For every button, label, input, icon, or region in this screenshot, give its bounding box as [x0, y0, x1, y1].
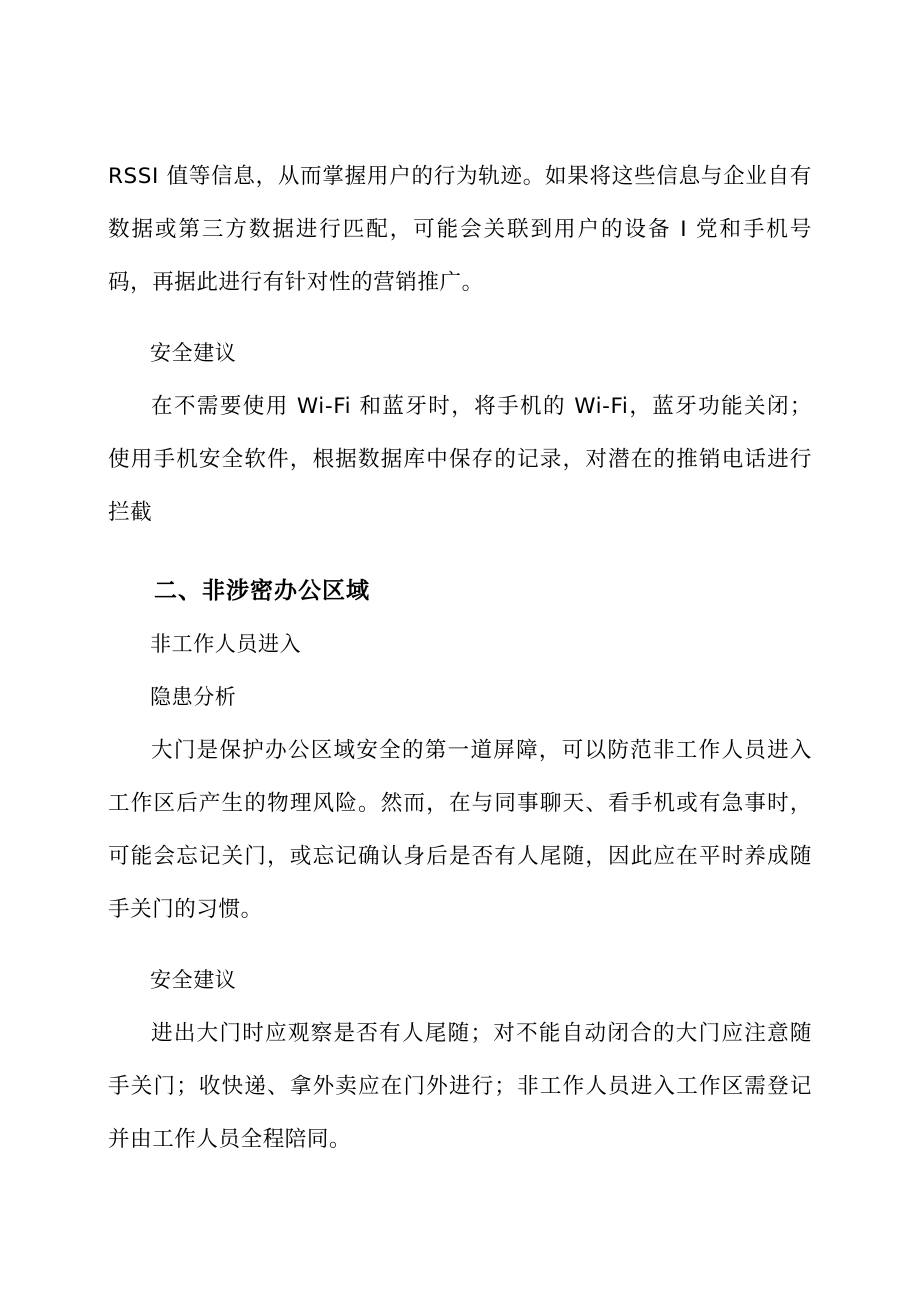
- subheading-risk-analysis: 隐患分析: [150, 685, 237, 709]
- heading-section-two: 二、非涉密办公区域: [154, 578, 370, 604]
- paragraph-advice-wifi: 在不需要使用 Wi-Fi 和蓝牙时，将手机的 Wi-Fi，蓝牙功能关闭；使用手机安全软件，根据数据库中保存的记录，对潜在的推销电话进行拦截: [108, 394, 812, 525]
- subheading-security-advice-1: 安全建议: [150, 341, 237, 365]
- paragraph-rssi: RSSI 值等信息，从而掌握用户的行为轨迹。如果将这些信息与企业自有数据或第三方数据进行匹配，可能会关联到用户的设备 I 党和手机号码，再据此进行有针对性的营销推广。: [108, 164, 812, 295]
- paragraph-advice-door: 进出大门时应观察是否有人尾随；对不能自动闭合的大门应注意随手关门；收快递、拿外卖应在门外进行；非工作人员进入工作区需登记并由工作人员全程陪同。: [108, 1021, 812, 1152]
- paragraph-risk-analysis: 大门是保护办公区域安全的第一道屏障，可以防范非工作人员进入工作区后产生的物理风险。然而，在与同事聊天、看手机或有急事时，可能会忘记关门，或忘记确认身后是否有人尾随，因此应在平时养成随手关门的习惯。: [108, 738, 812, 922]
- spacer: [108, 539, 812, 565]
- spacer: [108, 309, 812, 327]
- spacer: [108, 936, 812, 954]
- subheading-nonstaff-entry: 非工作人员进入: [150, 632, 302, 656]
- subheading-security-advice-2: 安全建议: [150, 968, 237, 992]
